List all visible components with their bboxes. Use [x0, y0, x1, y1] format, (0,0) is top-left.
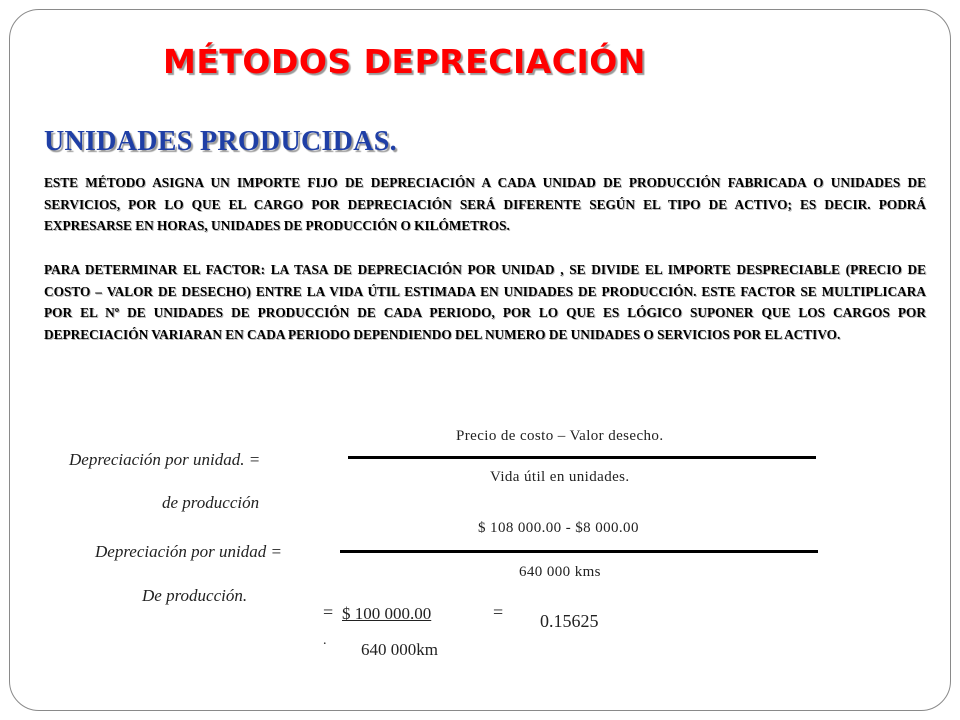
section-subtitle: UNIDADES PRODUCIDAS. — [44, 126, 397, 157]
formula2-label-line2: De producción. — [142, 586, 248, 605]
formula1-label-line2: de producción — [162, 493, 260, 512]
page-title: MÉTODOS DEPRECIACIÓN — [163, 42, 646, 81]
factor-paragraph: PARA DETERMINAR EL FACTOR: LA TASA DE DEPRECIACIÓN POR UNIDAD , SE DIVIDE EL IMPORTE DESPRECIABLE (PRECIO DE COSTO – VALOR DE DESECHO) ENTRE LA VIDA ÚTIL ESTIMADA EN UNIDADES DE PRODUCCIÓN. ESTE FACTOR SE MULTIPLICARA POR EL Nº DE UNIDADES DE PRODUCCIÓN DE CADA PERIODO, POR LO QUE ES LÓGICO SUPONER QUE LOS CARGOS POR DEPRECIACIÓN VARIARAN EN CADA PERIODO DEPENDIENDO DEL NUMERO DE UNIDADES O SERVICIOS POR EL ACTIVO. — [44, 262, 926, 342]
result-dot: . — [323, 633, 327, 648]
formula1-numerator: Precio de costo – Valor desecho. — [456, 428, 664, 444]
formula2-fraction-bar — [340, 550, 818, 553]
formula2-denominator: 640 000 kms — [519, 564, 601, 580]
result-equals-1: = — [323, 602, 334, 622]
result-equals-2: = — [493, 602, 504, 622]
result-numerator: $ 100 000.00 — [342, 604, 432, 623]
result-denominator: 640 000km — [361, 640, 438, 659]
formula1-denominator: Vida útil en unidades. — [490, 469, 630, 485]
formula1-fraction-bar — [348, 456, 816, 459]
description-paragraph: ESTE MÉTODO ASIGNA UN IMPORTE FIJO DE DEPRECIACIÓN A CADA UNIDAD DE PRODUCCIÓN FABRICADA O UNIDADES DE SERVICIOS, POR LO QUE EL CARGO POR DEPRECIACIÓN SERÁ DIFERENTE SEGÚN EL TIPO DE ACTIVO; ES DECIR. PODRÁ EXPRESARSE EN HORAS, UNIDADES DE PRODUCCIÓN O KILÓMETROS. — [44, 175, 926, 233]
formula1-label-line1: Depreciación por unidad. = — [69, 450, 261, 469]
formula2-numerator: $ 108 000.00 - $8 000.00 — [478, 520, 639, 536]
result-value: 0.15625 — [540, 611, 599, 631]
formula2-label-line1: Depreciación por unidad = — [95, 542, 282, 561]
